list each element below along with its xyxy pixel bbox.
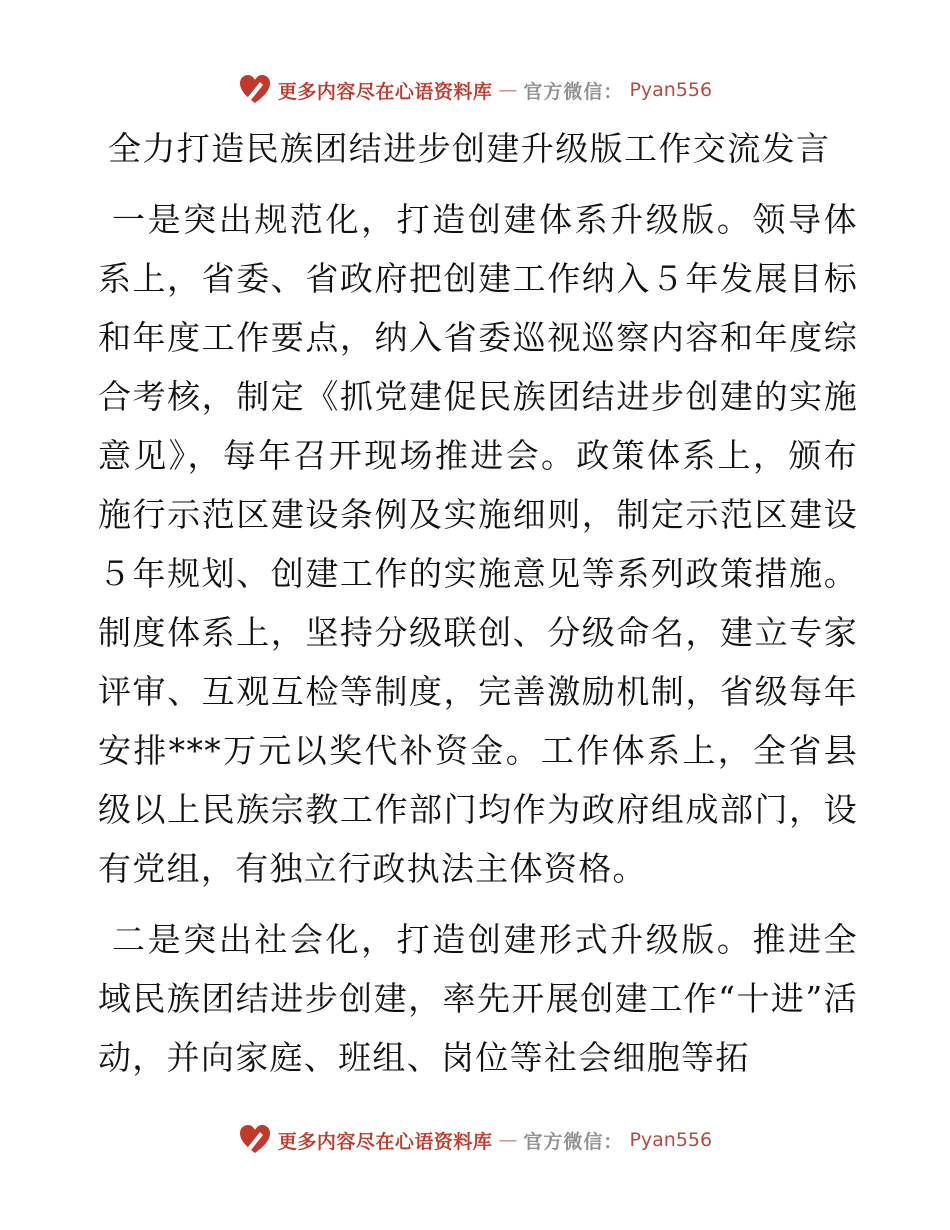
heart-pen-logo-icon [238,73,272,107]
heart-pen-logo-icon [238,1123,272,1157]
watermark-dash: — [498,1129,518,1151]
watermark-wechat-label: 官方微信： [523,80,624,103]
watermark-slogan: 更多内容尽在心语资料库 [277,1130,493,1153]
watermark-wechat-id: Pyan556 [629,1129,713,1151]
watermark-wechat-label: 官方微信： [523,1130,624,1153]
watermark-slogan: 更多内容尽在心语资料库 [277,80,493,103]
watermark-wechat-id: Pyan556 [629,79,713,101]
watermark-dash: — [498,79,518,101]
paragraph-1: 一是突出规范化，打造创建体系升级版。领导体系上，省委、省政府把创建工作纳入５年发展目标和年度工作要点，纳入省委巡视巡察内容和年度综合考核，制定《抓党建促民族团结进步创建的实施意见》，每年召开现场推进会。政策体系上，颁布施行示范区建设条例及实施细则，制定示范区建设５年规划、创建工作的实施意见等系列政策措施。制度体系上，坚持分级联创、分级命名，建立专家评审、互观互检等制度，完善激励机制，省级每年安排***万元以奖代补资金。工作体系上，全省县级以上民族宗教工作部门均作为政府组成部门，设有党组，有独立行政执法主体资格。 [98,200,858,888]
footer-watermark [0,1118,950,1162]
paragraph-2: 二是突出社会化，打造创建形式升级版。推进全域民族团结进步创建，率先开展创建工作“十进”活动，并向家庭、班组、岗位等社会细胞等拓 [98,920,858,1077]
header-watermark [0,68,950,112]
document-title: 全力打造民族团结进步创建升级版工作交流发言 [108,129,831,168]
